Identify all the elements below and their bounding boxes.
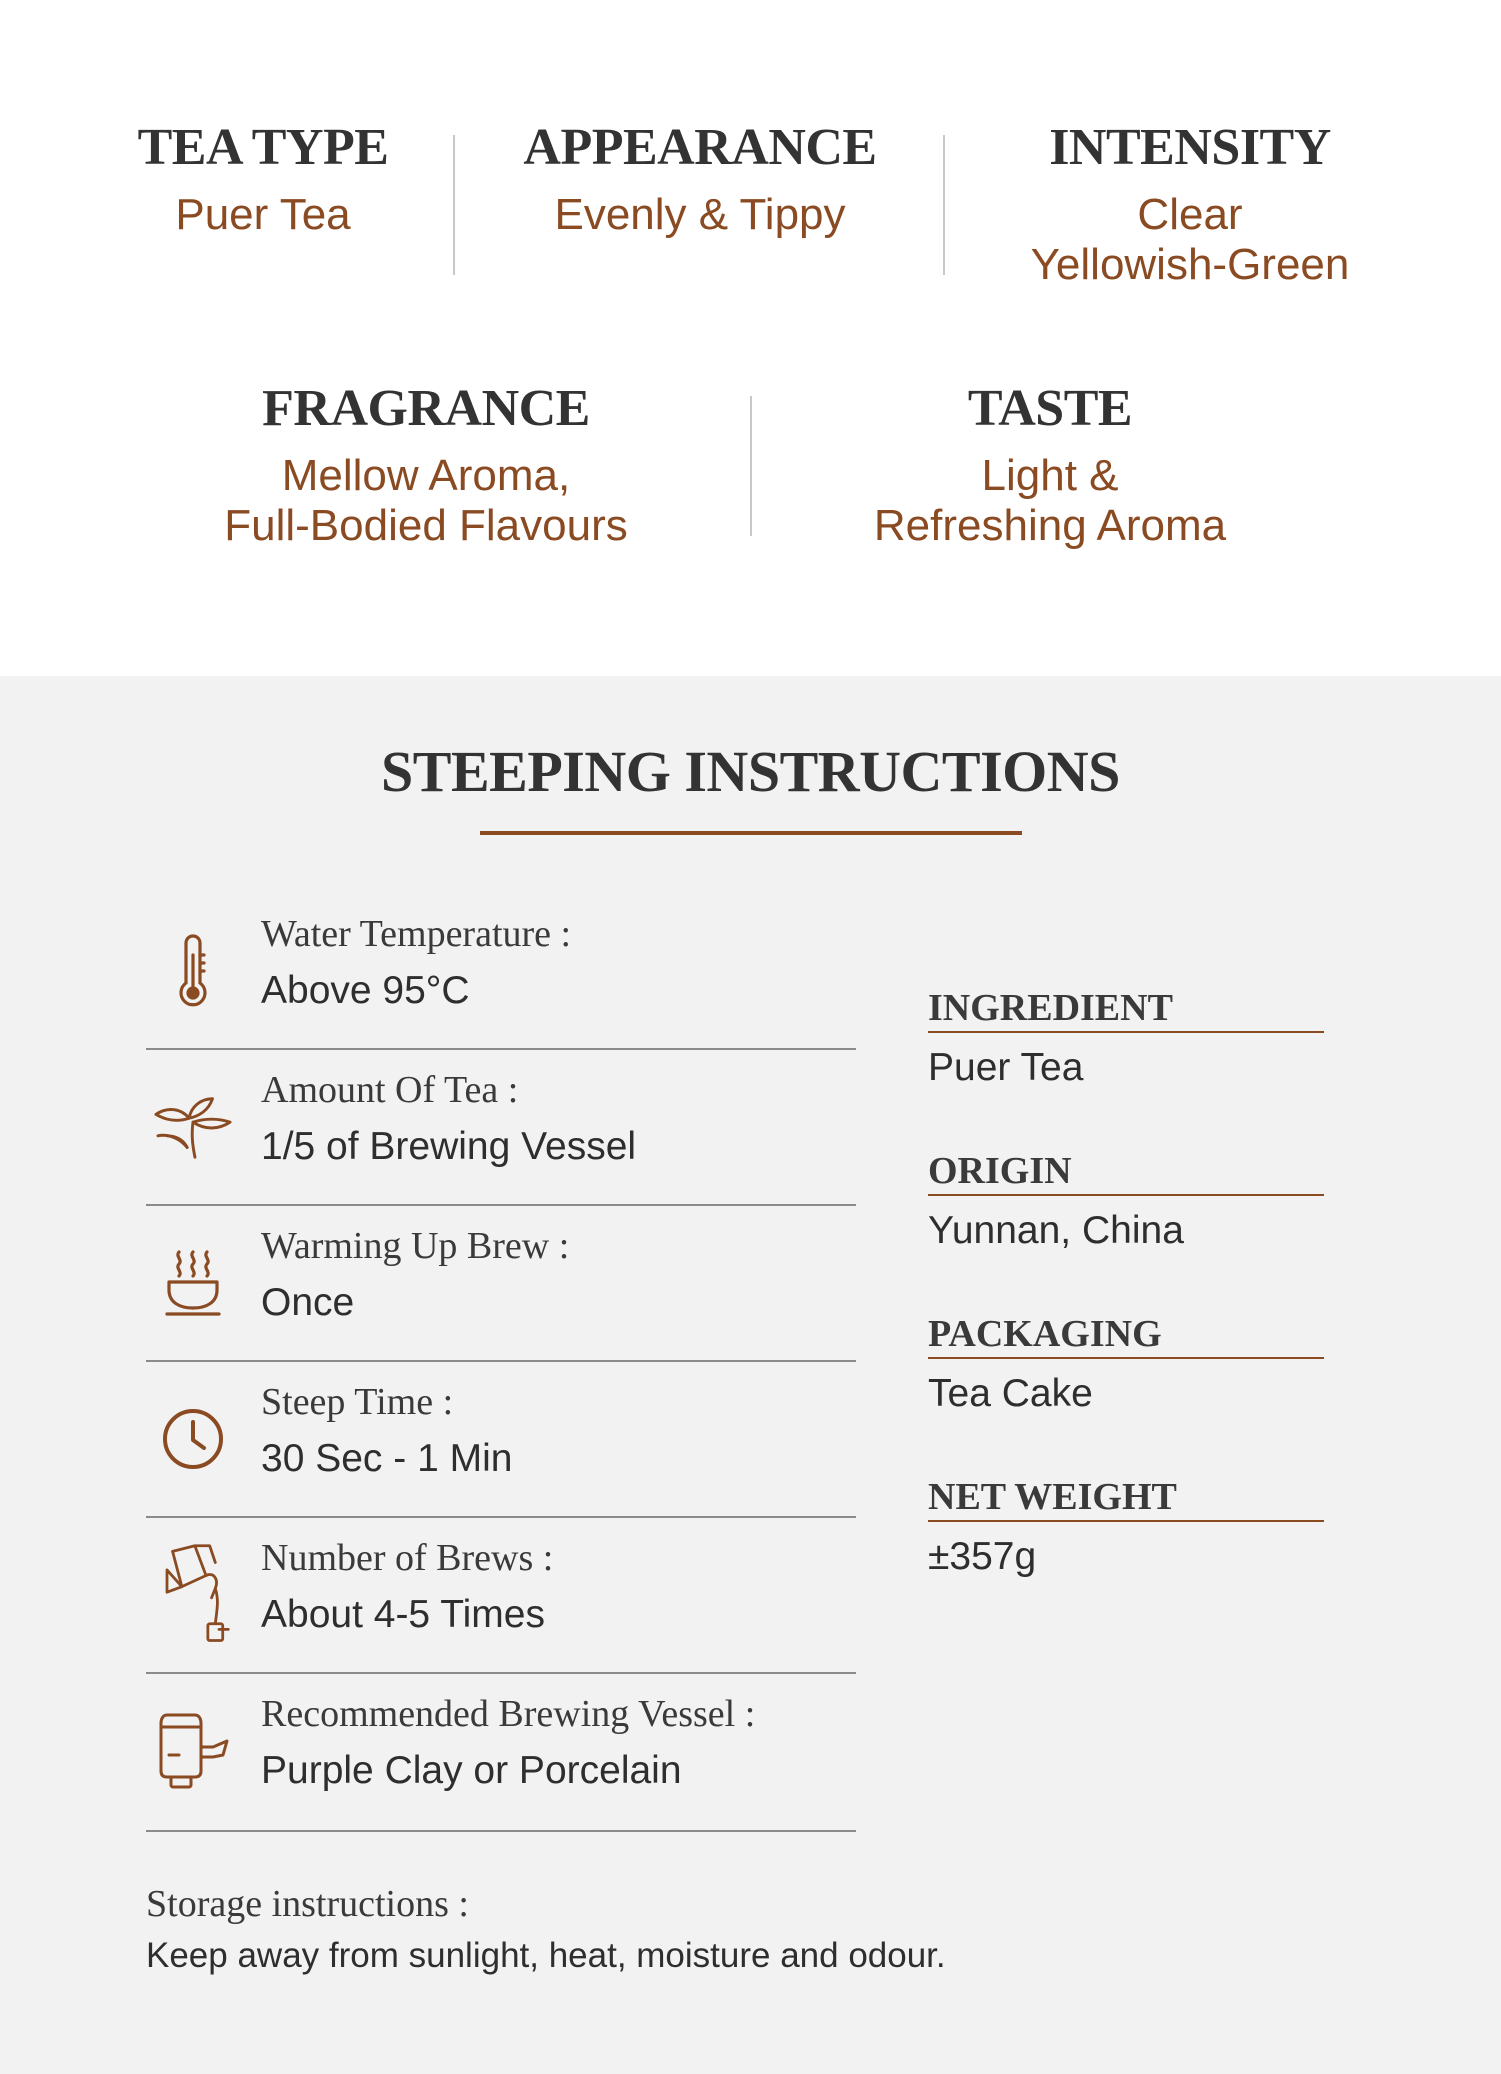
spec-heading: INGREDIENT	[928, 986, 1324, 1033]
attribute-heading: INTENSITY	[1049, 119, 1331, 176]
step-water-temperature	[146, 894, 856, 1050]
pouring-pitcher-icon	[154, 1518, 232, 1672]
spec-value: ±357g	[928, 1535, 1037, 1578]
attribute-heading: TASTE	[967, 380, 1133, 437]
spec-net-weight	[928, 1475, 1324, 1638]
brewing-vessel-icon	[154, 1674, 232, 1828]
attribute-value: Clear Yellowish-Green	[1030, 190, 1350, 289]
spec-heading: NET WEIGHT	[928, 1475, 1324, 1522]
step-value: Above 95°C	[261, 969, 470, 1012]
attribute-appearance	[480, 118, 920, 240]
step-warming-up-brew	[146, 1206, 856, 1362]
step-label: Recommended Brewing Vessel :	[261, 1693, 756, 1735]
attribute-tea-type	[73, 118, 453, 240]
step-value: Purple Clay or Porcelain	[261, 1749, 682, 1792]
spec-value: Puer Tea	[928, 1046, 1084, 1089]
step-label: Number of Brews :	[261, 1537, 554, 1579]
storage-text: Keep away from sunlight, heat, moisture and odour.	[146, 1936, 946, 1975]
spec-heading: PACKAGING	[928, 1312, 1324, 1359]
attribute-value: Evenly & Tippy	[554, 190, 846, 239]
steeping-title: STEEPING INSTRUCTIONS	[381, 739, 1120, 804]
attribute-value: Light & Refreshing Aroma	[873, 451, 1227, 550]
step-brewing-vessel	[146, 1674, 856, 1832]
attribute-intensity	[960, 118, 1420, 290]
step-value: 1/5 of Brewing Vessel	[261, 1125, 637, 1168]
step-label: Amount Of Tea :	[261, 1069, 519, 1111]
step-value: Once	[261, 1281, 355, 1324]
spec-value: Tea Cake	[928, 1372, 1093, 1415]
spec-ingredient	[928, 986, 1324, 1149]
column-divider	[750, 396, 752, 536]
attribute-taste	[820, 379, 1280, 551]
step-label: Water Temperature :	[261, 913, 572, 955]
attribute-heading: FRAGRANCE	[262, 380, 590, 437]
clock-icon	[154, 1362, 232, 1516]
spec-heading: ORIGIN	[928, 1149, 1324, 1196]
step-value: 30 Sec - 1 Min	[261, 1437, 513, 1480]
product-specs	[928, 986, 1324, 1638]
step-steep-time	[146, 1362, 856, 1518]
spec-origin	[928, 1149, 1324, 1312]
step-label: Warming Up Brew :	[261, 1225, 570, 1267]
column-divider	[943, 135, 945, 275]
attribute-heading: TEA TYPE	[137, 119, 389, 176]
attribute-value: Puer Tea	[175, 190, 351, 239]
storage-label: Storage instructions :	[146, 1883, 469, 1925]
step-value: About 4-5 Times	[261, 1593, 545, 1636]
thermometer-icon	[154, 894, 232, 1048]
attribute-heading: APPEARANCE	[523, 119, 877, 176]
column-divider	[453, 135, 455, 275]
step-amount-of-tea	[146, 1050, 856, 1206]
title-underline	[480, 831, 1022, 835]
attribute-value: Mellow Aroma, Full-Bodied Flavours	[224, 451, 628, 550]
step-number-of-brews	[146, 1518, 856, 1674]
steeping-steps	[146, 894, 856, 1832]
spec-packaging	[928, 1312, 1324, 1475]
attribute-fragrance	[176, 379, 676, 551]
steaming-cup-icon	[154, 1206, 232, 1360]
spec-value: Yunnan, China	[928, 1209, 1184, 1252]
tea-leaves-icon	[154, 1050, 232, 1204]
step-label: Steep Time :	[261, 1381, 454, 1423]
